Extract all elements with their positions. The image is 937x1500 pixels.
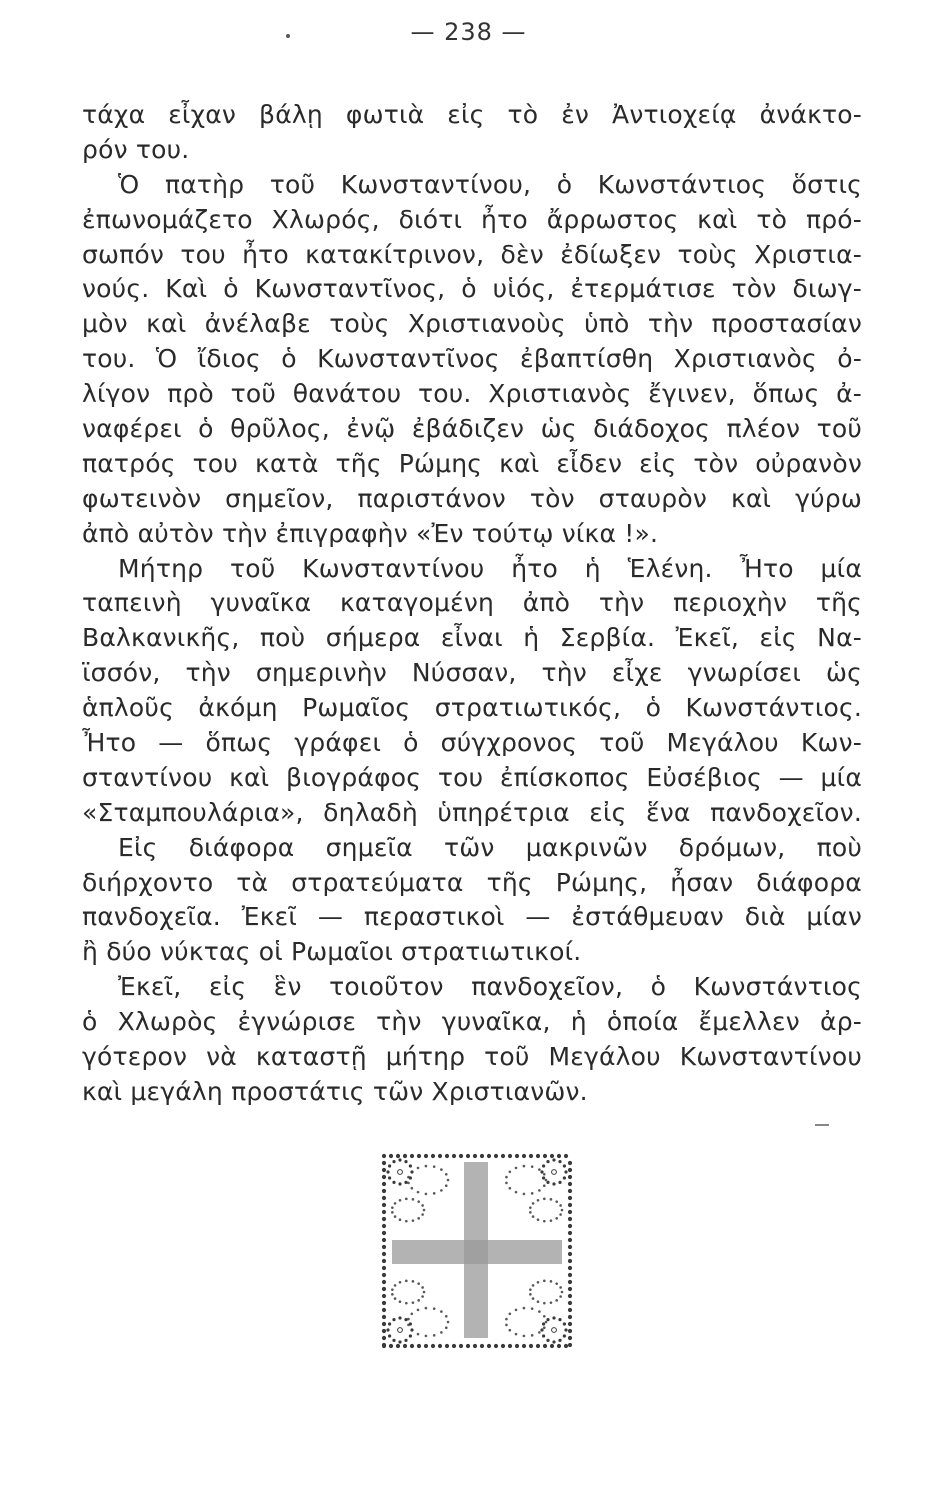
text-line: Ἦτο — ὅπως γράφει ὁ σύγχρονος τοῦ Μεγάλου Κων- xyxy=(82,728,862,758)
text-line: γότερον νὰ καταστῇ μήτηρ τοῦ Μεγάλου Κωνσταντίνου xyxy=(82,1042,862,1072)
text-line: Ὁ πατὴρ τοῦ Κωνσταντίνου, ὁ Κωνστάντιος ὅστις xyxy=(118,169,862,199)
text-line: ἢ δύο νύκτας οἱ Ρωμαῖοι στρατιωτικοί. xyxy=(82,937,582,967)
text-line: Βαλκανικῆς, ποὺ σήμερα εἶναι ἡ Σερβία. Ἐκεῖ, εἰς Να- xyxy=(82,623,862,653)
text-line: σταντίνου καὶ βιογράφος του ἐπίσκοπος Εὐσέβιος — μία xyxy=(82,762,862,792)
text-line: ϊσσόν, τὴν σημερινὴν Νύσσαν, τὴν εἶχε γνωρίσει ὡς xyxy=(82,658,862,688)
text-line: πανδοχεῖα. Ἐκεῖ — περαστικοὶ — ἐστάθμευαν διὰ μίαν xyxy=(82,902,862,932)
text-line: πατρός του κατὰ τῆς Ρώμης καὶ εἶδεν εἰς τὸν οὐρανὸν xyxy=(82,448,862,478)
text-line: ἀπὸ αὐτὸν τὴν ἐπιγραφὴν «Ἐν τούτῳ νίκα !». xyxy=(82,518,659,548)
cross-ornament-icon xyxy=(378,1150,576,1352)
text-line: νούς. Καὶ ὁ Κωνσταντῖνος, ὁ υἱός, ἐτερμάτισε τὸν διωγ- xyxy=(82,274,862,304)
text-line: λίγον πρὸ τοῦ θανάτου του. Χριστιανὸς ἔγινεν, ὅπως ἀ- xyxy=(82,379,862,409)
text-line: ὁ Χλωρὸς ἐγνώρισε τὴν γυναῖκα, ἡ ὁποία ἔμελλεν ἀρ- xyxy=(82,1007,862,1037)
text-line: φωτεινὸν σημεῖον, παριστάνον τὸν σταυρὸν καὶ γύρω xyxy=(82,483,862,513)
body-text xyxy=(82,98,862,1110)
text-line: μὸν καὶ ἀνέλαβε τοὺς Χριστιανοὺς ὑπὸ τὴν προστασίαν xyxy=(82,309,862,339)
text-line: διήρχοντο τὰ στρατεύματα τῆς Ρώμης, ἦσαν διάφορα xyxy=(82,867,862,897)
text-line: σωπόν του ἦτο κατακίτρινον, δὲν ἐδίωξεν τοὺς Χριστια- xyxy=(82,239,862,269)
text-line: Ἐκεῖ, εἰς ἓν τοιοῦτον πανδοχεῖον, ὁ Κωνστάντιος xyxy=(118,972,862,1002)
text-line: καὶ μεγάλη προστάτις τῶν Χριστιανῶν. xyxy=(82,1076,588,1106)
page-number: — 238 — xyxy=(410,18,527,46)
text-line: «Σταμπουλάρια», δηλαδὴ ὑπηρέτρια εἰς ἕνα πανδοχεῖον. xyxy=(82,797,862,827)
text-line: Εἰς διάφορα σημεῖα τῶν μακρινῶν δρόμων, ποὺ xyxy=(118,832,862,862)
text-line: του. Ὁ ἴδιος ὁ Κωνσταντῖνος ἐβαπτίσθη Χριστιανὸς ὀ- xyxy=(82,344,862,374)
text-line: ταπεινὴ γυναῖκα καταγομένη ἀπὸ τὴν περιοχὴν τῆς xyxy=(82,588,862,618)
text-line: ἐπωνομάζετο Χλωρός, διότι ἦτο ἄρρωστος καὶ τὸ πρό- xyxy=(82,204,862,234)
text-line: Μήτηρ τοῦ Κωνσταντίνου ἦτο ἡ Ἑλένη. Ἦτο μία xyxy=(118,553,862,583)
text-line: τάχα εἶχαν βάλῃ φωτιὰ εἰς τὸ ἐν Ἀντιοχείᾳ ἀνάκτο- xyxy=(82,100,862,129)
margin-mark xyxy=(815,1124,829,1126)
text-line: ρόν του. xyxy=(82,134,190,164)
stray-mark xyxy=(286,34,290,38)
text-line: ἁπλοῦς ἀκόμη Ρωμαῖος στρατιωτικός, ὁ Κωνστάντιος. xyxy=(82,693,862,723)
text-line: ναφέρει ὁ θρῦλος, ἐνῷ ἐβάδιζεν ὡς διάδοχος πλέον τοῦ xyxy=(82,414,862,444)
